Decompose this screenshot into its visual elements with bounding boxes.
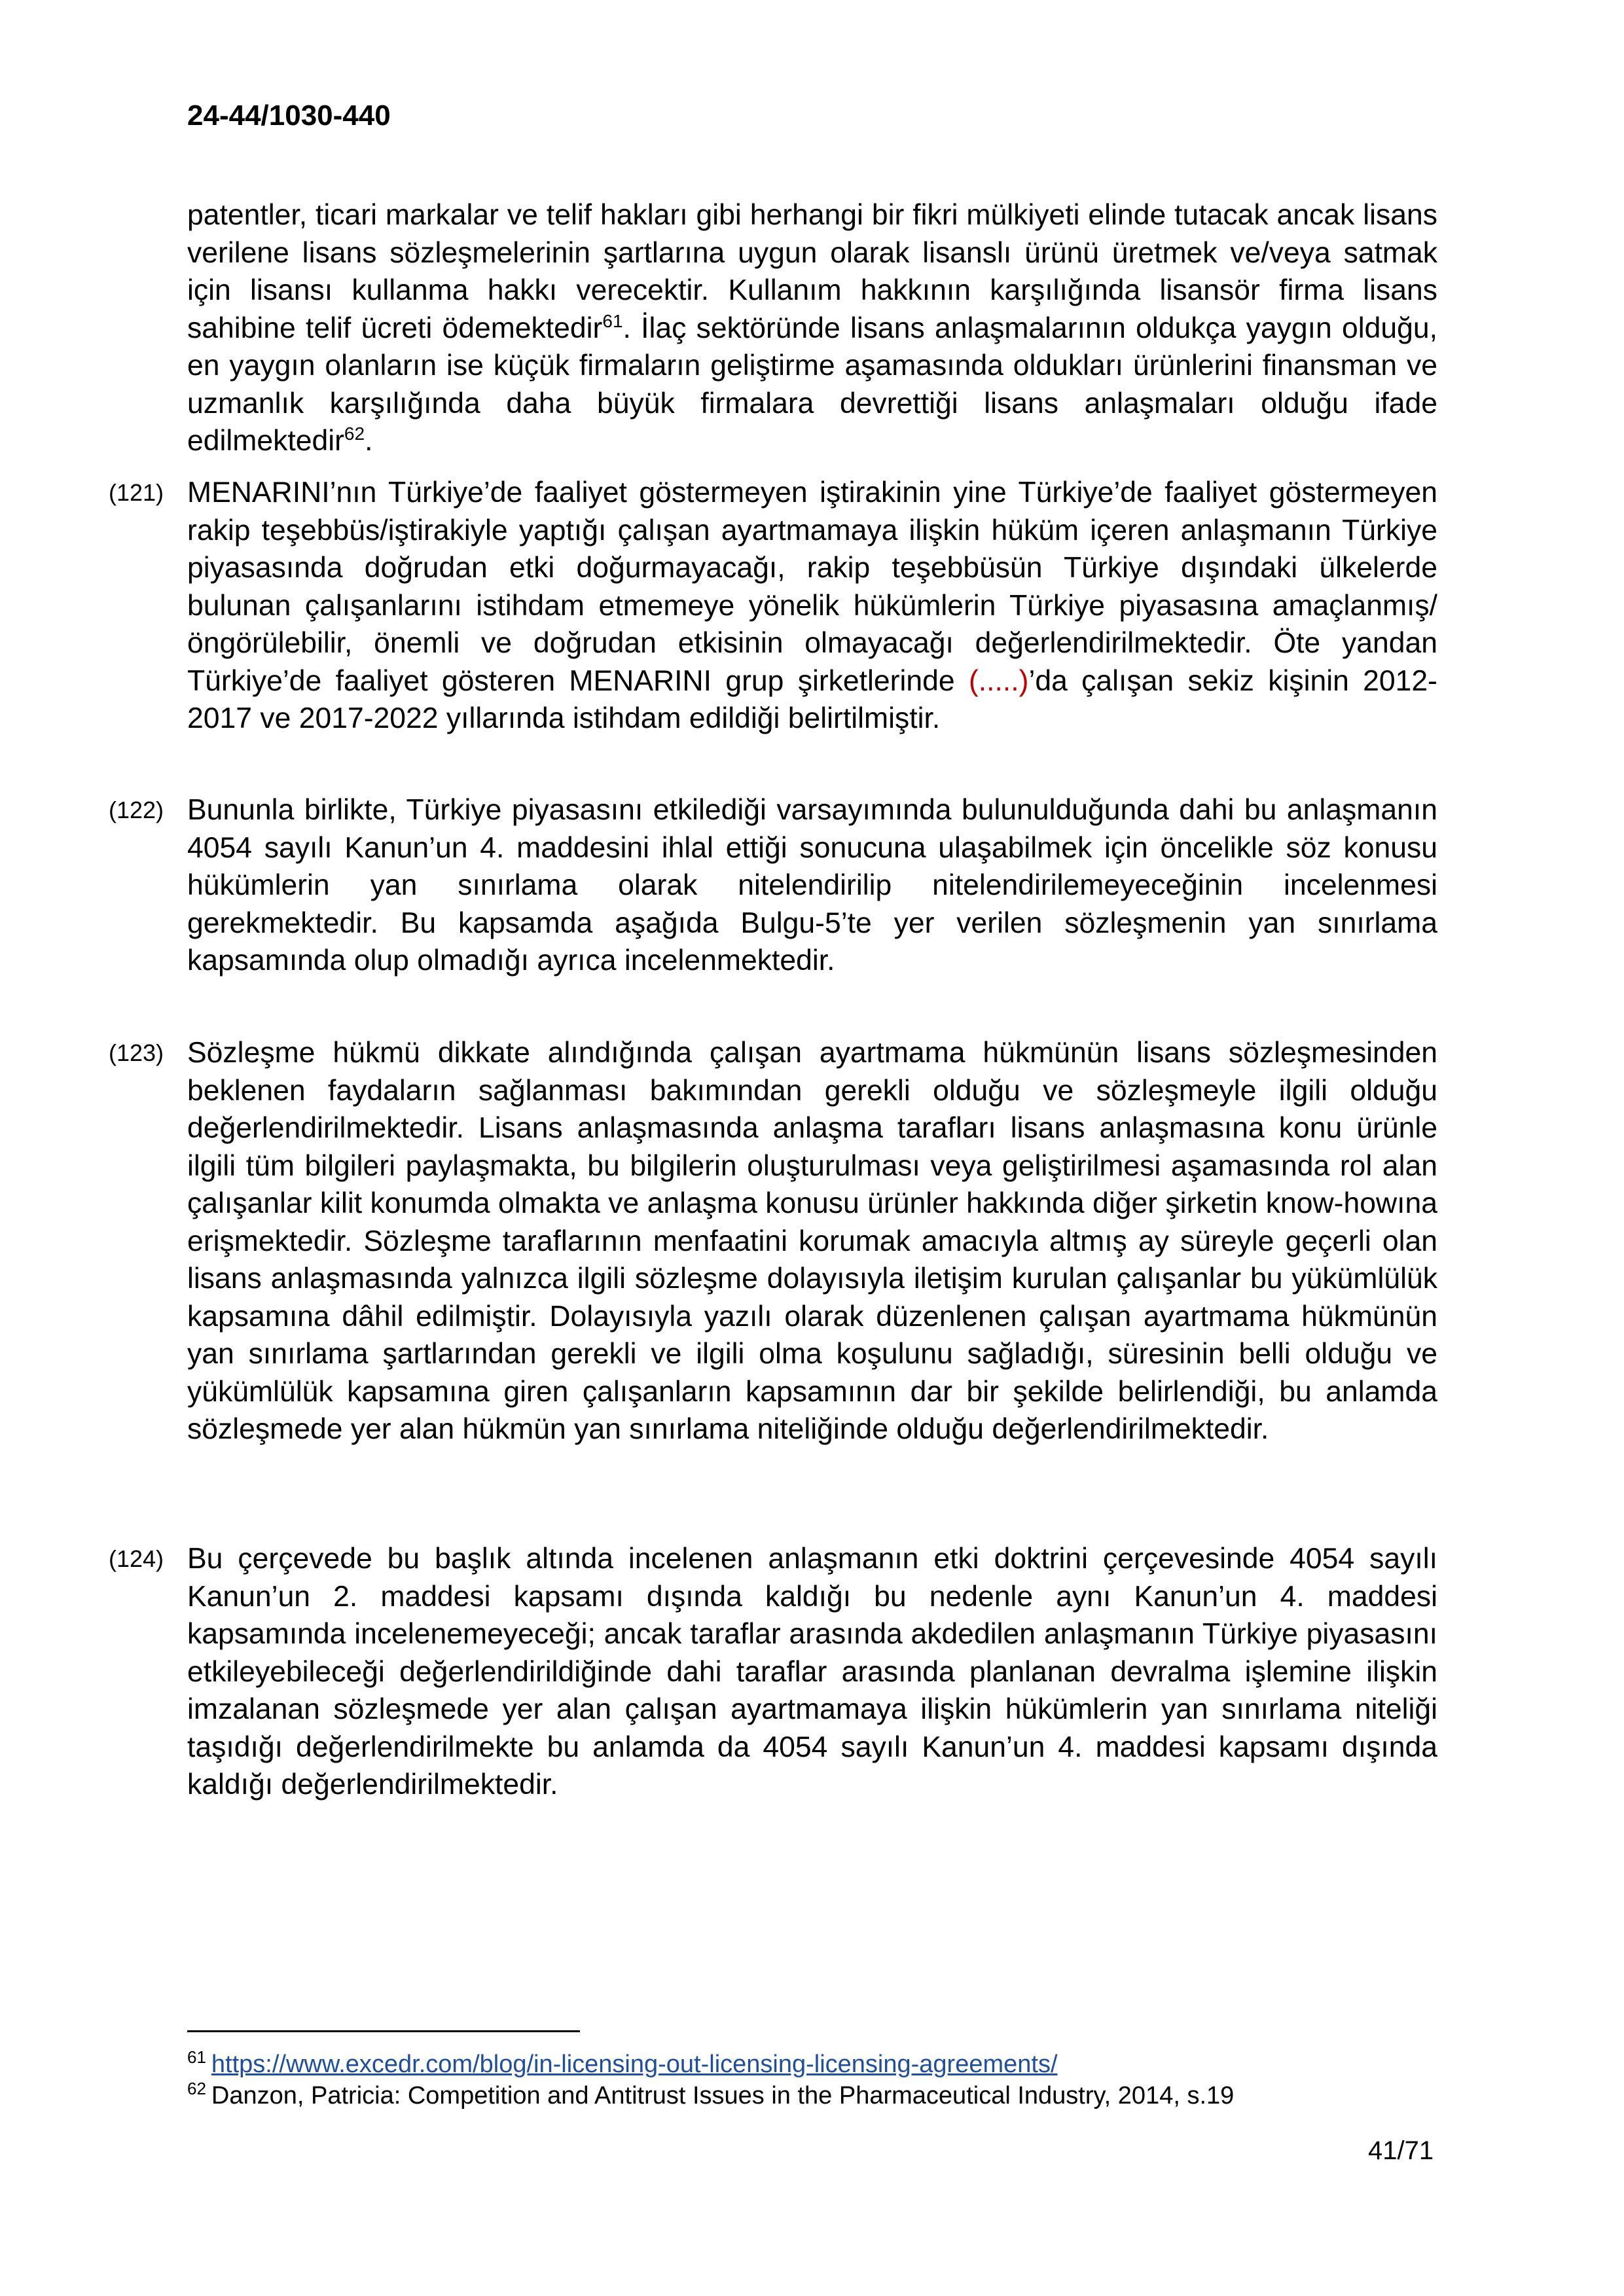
- page-number: 41/71: [1368, 2136, 1434, 2165]
- footnote-number: 61: [187, 2047, 206, 2068]
- intro-paragraph: patentler, ticari markalar ve telif hakları gibi herhangi bir fikri mülkiyeti elinde tutacak ancak lisans verilene lisans sözleşmelerinin şartlarına uygun olarak lisanslı ürünü üretmek ve/veya satmak için lisansı kullanma hakkı verecektir. Kullanım hakkının karşılığında lisansör firma lisans sahibine telif ücreti ödemektedir$^{61}$. İlaç sektöründe lisans anlaşmalarının oldukça yaygın olduğu, en yaygın olanların ise küçük firmaların geliştirme aşamasında oldukları ürünlerini finansman ve uzmanlık karşılığında daha büyük firmalara devrettiği lisans anlaşmaları olduğu ifade edilmektedir$^{62}$.: [187, 199, 1437, 457]
- footnote-separator: [187, 2030, 580, 2032]
- paragraph-number: (122): [109, 797, 164, 823]
- paragraph-text: Sözleşme hükmü dikkate alındığında çalışan ayartmama hükmünün lisans sözleşmesinden beklenen faydaların sağlanması bakımından gerekli olduğu ve sözleşmeyle ilgili olduğu değerlendirilmektedir. Lisans anlaşmasında anlaşma tarafları lisans anlaşmasına konu ürünle ilgili tüm bilgileri paylaşmakta, bu bilgilerin oluşturulması veya geliştirilmesi aşamasında rol alan çalışanlar kilit konumda olmakta ve anlaşma konusu ürünler hakkında diğer şirketin know-howına erişmektedir. Sözleşme taraflarının menfaatini korumak amacıyla altmış ay süreyle geçerli olan lisans anlaşmasında yalnızca ilgili sözleşme dolayısıyla iletişim kurulan çalışanlar bu yükümlülük kapsamına dâhil edilmiştir. Dolayısıyla yazılı olarak düzenlenen çalışan ayartmama hükmünün yan sınırlama şartlarından gerekli ve ilgili olma koşulunu sağladığı, süresinin belli olduğu ve yükümlülük kapsamına giren çalışanların kapsamının dar bir şekilde belirlendiği, bu anlamda sözleşmede yer alan hükmün yan sınırlama niteliğinde olduğu değerlendirilmektedir.: [187, 1037, 1437, 1445]
- paragraph-number: (123): [109, 1039, 164, 1066]
- footnote-62: [187, 2080, 1437, 2111]
- paragraph-text: Bununla birlikte, Türkiye piyasasını etkilediği varsayımında bulunulduğunda dahi bu anlaşmanın 4054 sayılı Kanun’un 4. maddesini ihlal ettiği sonucuna ulaşabilmek için öncelikle söz konusu hükümlerin yan sınırlama olarak nitelendirilip nitelendirilemeyeceğinin incelenmesi gerekmektedir. Bu kapsamda aşağıda Bulgu-5’te yer verilen sözleşmenin yan sınırlama kapsamında olup olmadığı ayrıca incelenmektedir.: [187, 794, 1437, 977]
- document-number: 24-44/1030-440: [187, 99, 391, 132]
- redacted-text: (.....): [968, 664, 1029, 697]
- paragraph-text: MENARINI’nın Türkiye’de faaliyet göstermeyen iştirakinin yine Türkiye’de faaliyet göstermeyen rakip teşebbüs/iştirakiyle yaptığı çalışan ayartmamaya ilişkin hüküm içeren anlaşmanın Türkiye piyasasında doğrudan etki doğurmayacağı, rakip teşebbüsün Türkiye dışındaki ülkelerde bulunan çalışanlarını istihdam etmemeye yönelik hükümlerin Türkiye piyasasına amaçlanmış/öngörülebilir, önemli ve doğrudan etkisinin olmayacağı değerlendirilmektedir. Öte yandan Türkiye’de faaliyet gösteren MENARINI grup şirketlerinde (.....)’da çalışan sekiz kişinin 2012-2017 ve 2017-2022 yıllarında istihdam edildiği belirtilmiştir.: [187, 476, 1437, 734]
- paragraph-number: (121): [109, 479, 164, 506]
- footnote-ref-61[interactable]: 61: [602, 310, 623, 331]
- footnote-number: 62: [187, 2079, 206, 2099]
- paragraph-number: (124): [109, 1545, 164, 1572]
- footnote-link[interactable]: https://www.excedr.com/blog/in-licensing-out-licensing-licensing-agreements/: [211, 2051, 1058, 2078]
- paragraph-text: Bu çerçevede bu başlık altında incelenen anlaşmanın etki doktrini çerçevesinde 4054 sayılı Kanun’un 2. maddesi kapsamı dışında kaldığı bu nedenle aynı Kanun’un 4. maddesi kapsamında incelenemeyeceği; ancak taraflar arasında akdedilen anlaşmanın Türkiye piyasasını etkileyebileceği değerlendirildiğinde dahi taraflar arasında planlanan devralma işlemine ilişkin imzalanan sözleşmede yer alan çalışan ayartmamaya ilişkin hükümlerin yan sınırlama niteliği taşıdığı değerlendirilmekte bu anlamda da 4054 sayılı Kanun’un 4. maddesi kapsamı dışında kaldığı değerlendirilmektedir.: [187, 1543, 1437, 1801]
- footnote-61: [187, 2049, 1437, 2080]
- footnote-text: Danzon, Patricia: Competition and Antitrust Issues in the Pharmaceutical Industry, 2014, s.19: [211, 2082, 1235, 2109]
- footnote-ref-62[interactable]: 62: [344, 423, 365, 444]
